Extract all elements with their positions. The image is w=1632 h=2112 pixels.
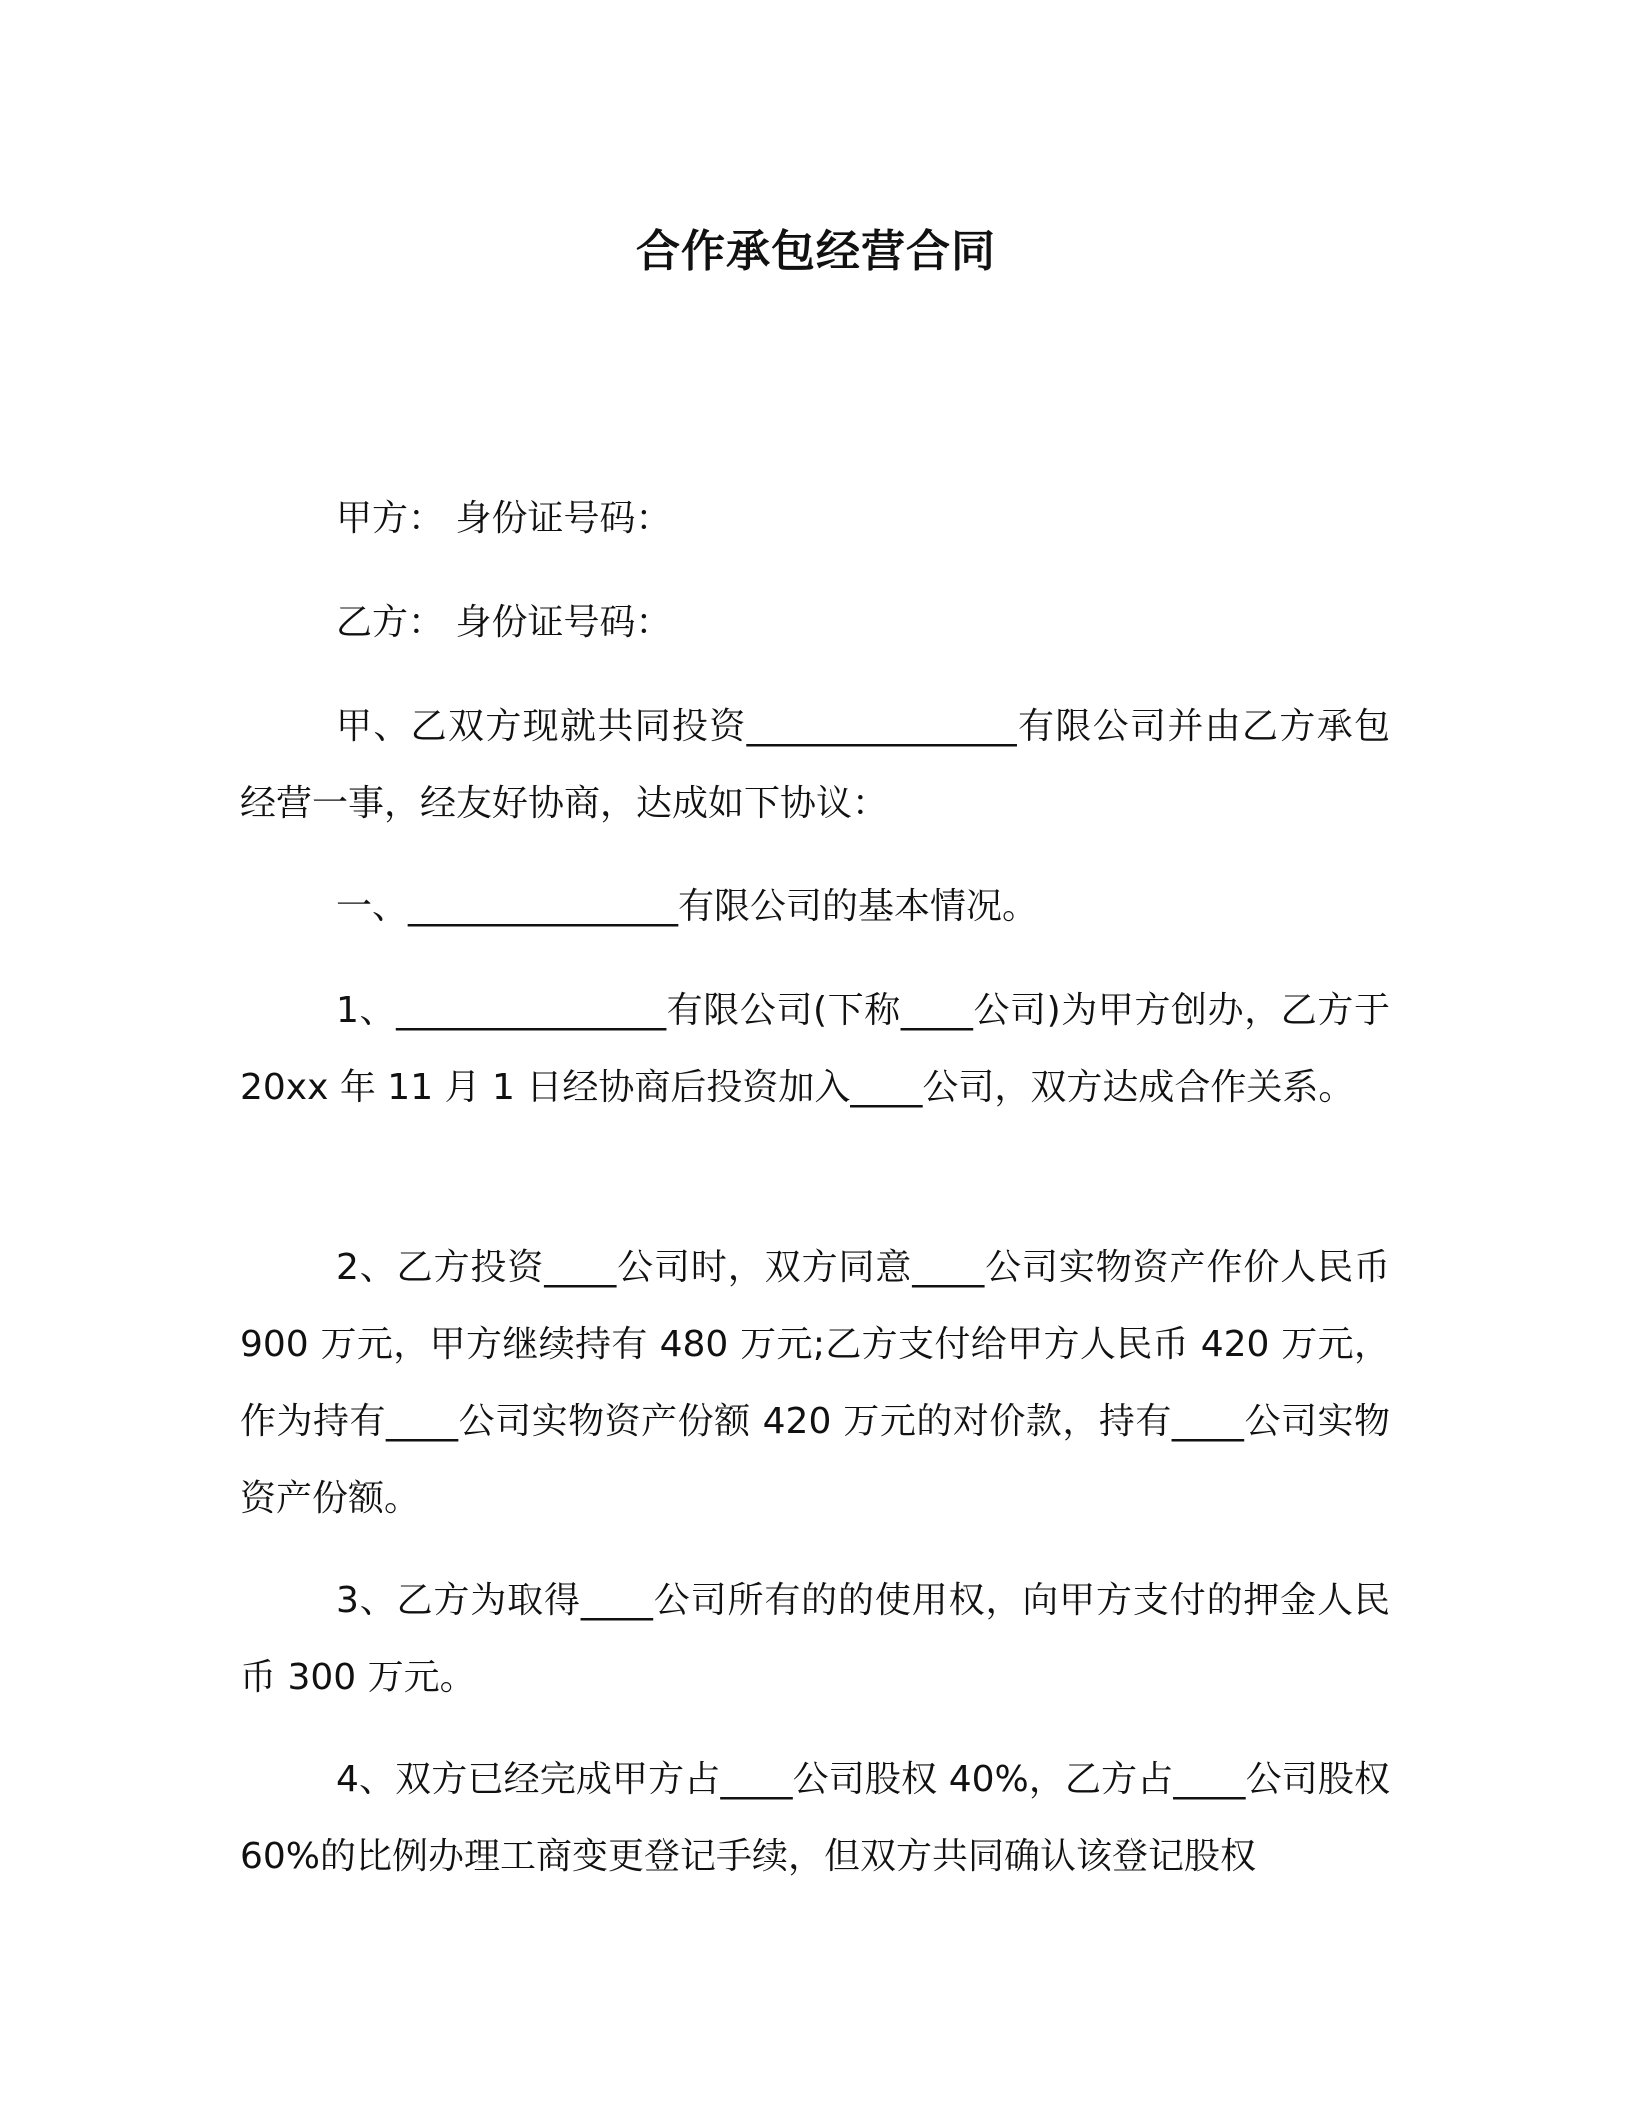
party-a-line: 甲方： 身份证号码： <box>336 498 672 539</box>
party-b-line: 乙方： 身份证号码： <box>336 602 672 643</box>
intro-paragraph: 甲、乙双方现就共同投资_______________有限公司并由乙方承包经营一事，经友好协商，达成如下协议： <box>240 706 1390 824</box>
clause-4: 4、双方已经完成甲方占____公司股权 40%，乙方占____公司股权 60%的比例办理工商变更登记手续，但双方共同确认该登记股权 <box>240 1759 1390 1877</box>
clause-1: 1、_______________有限公司(下称____公司)为甲方创办，乙方于 20xx 年 11 月 1 日经协商后投资加入____公司，双方达成合作关系。 <box>240 990 1390 1108</box>
clause-2: 2、乙方投资____公司时，双方同意____公司实物资产作价人民币 900 万元，甲方继续持有 480 万元;乙方支付给甲方人民币 420 万元，作为持有____公司实物资产份额 420 万元的对价款，持有____公司实物资产份额。 <box>240 1247 1390 1519</box>
document-title: 合作承包经营合同 <box>636 226 996 277</box>
section-1-heading: 一、_______________有限公司的基本情况。 <box>336 886 1039 927</box>
clause-3: 3、乙方为取得____公司所有的的使用权，向甲方支付的押金人民币 300 万元。 <box>240 1580 1390 1698</box>
